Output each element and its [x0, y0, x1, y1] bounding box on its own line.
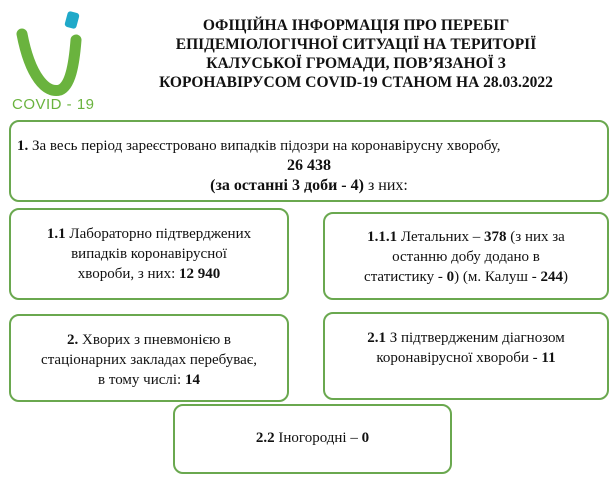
- total-suspected-box: 1. За весь період зареєстровано випадків підозри на коронавірусну хворобу, 26 438 (за останні 3 доби - 4) з них:: [9, 120, 609, 202]
- deaths-box: 1.1.1 Летальних – 378 (з них за останню добу додано в статистику - 0) (м. Калуш - 244): [323, 212, 609, 300]
- lab-confirmed-box: 1.1 Лабораторно підтверджених випадків коронавірусної хвороби, з них: 12 940: [9, 208, 289, 300]
- page-title: ОФІЦІЙНА ІНФОРМАЦІЯ ПРО ПЕРЕБІГ ЕПІДЕМІОЛОГІЧНОЇ СИТУАЦІЇ НА ТЕРИТОРІЇ КАЛУСЬКОЇ ГРОМАДИ, ПОВ’ЯЗАНОЇ З КОРОНАВІРУСОМ COVID-19 СТАНОМ НА 28.03.2022: [159, 17, 553, 91]
- nonresident-value: 0: [361, 430, 370, 446]
- logo-text: COVID - 19: [12, 96, 95, 113]
- pneumonia-box: 2. Хворих з пневмонією в стаціонарних закладах перебуває, в тому числі: 14: [9, 314, 289, 402]
- confirmed-diagnosis-box: 2.1 З підтвердженим діагнозом коронавірусної хвороби - 11: [323, 312, 609, 400]
- pneumonia-value: 14: [184, 372, 200, 388]
- confirmed-diagnosis-value: 11: [541, 350, 556, 366]
- nonresident-box: 2.2 Іногородні – 0: [173, 404, 452, 474]
- total-suspected-value: 26 438: [287, 157, 331, 174]
- lab-confirmed-value: 12 940: [179, 266, 221, 282]
- deaths-value: 378: [484, 229, 507, 245]
